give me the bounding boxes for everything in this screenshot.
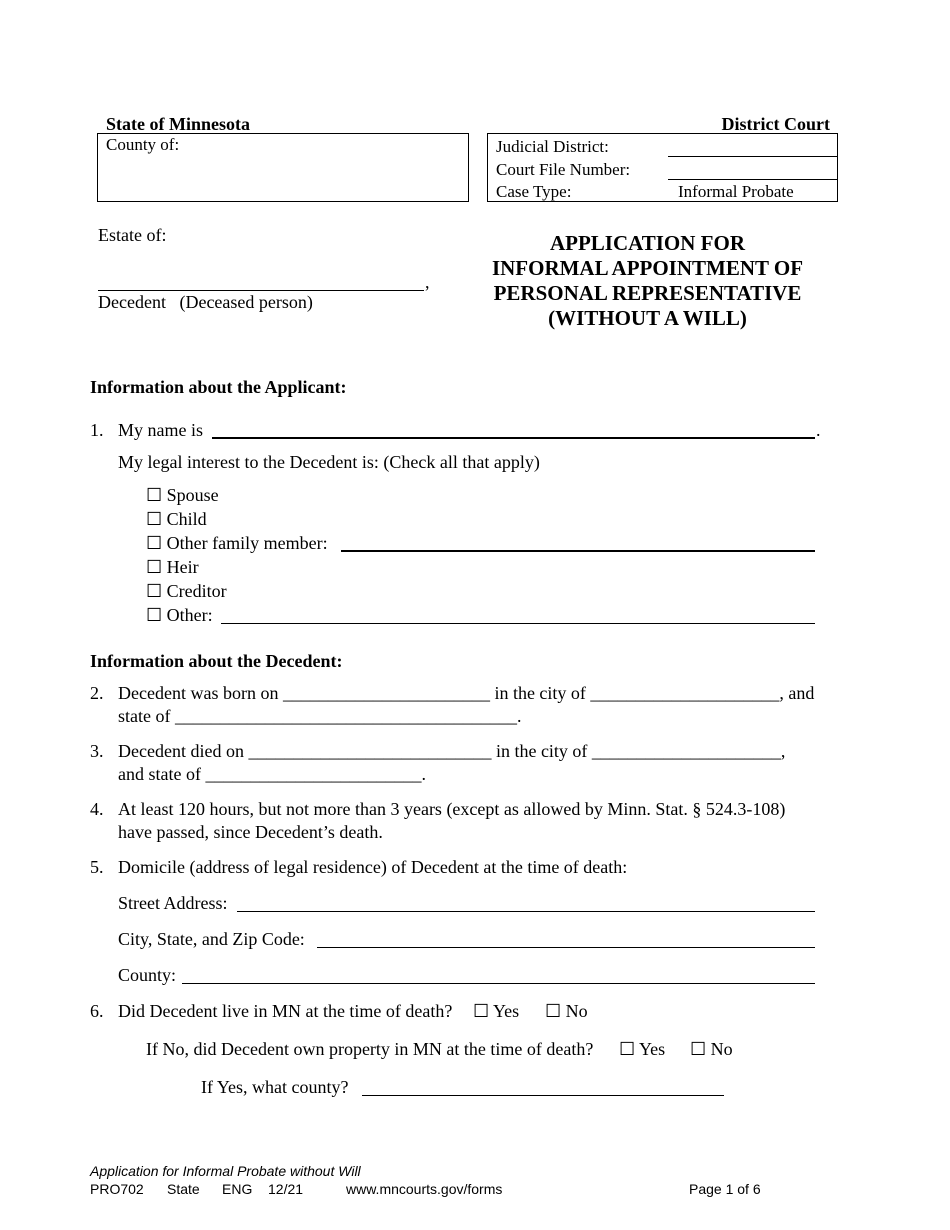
domicile-county-field[interactable] [182,983,815,984]
other-interest-field[interactable] [221,623,815,624]
option-other[interactable] [146,605,213,626]
option-other-family[interactable] [146,533,328,554]
domicile-county-label: County: [118,965,177,985]
property-mn-no-label: No [710,1039,733,1059]
estate-of-label: Estate of: [98,225,167,245]
footer-form-title: Application for Informal Probate without Will [90,1163,361,1179]
title-line-2: INFORMAL APPOINTMENT OF [491,256,804,280]
footer-date: 12/21 [268,1181,304,1197]
item-6-text: Did Decedent live in MN at the time of death? [118,1001,453,1021]
title-line-3: PERSONAL REPRESENTATIVE [493,281,802,305]
option-child[interactable] [146,509,207,530]
checkbox-icon[interactable]: ☐ [146,605,163,625]
item-6-county-label: If Yes, what county? [201,1077,349,1097]
footer-url[interactable]: www.mncourts.gov/forms [346,1181,503,1197]
judicial-district-field[interactable] [668,156,837,157]
applicant-name-field[interactable] [212,437,815,439]
option-spouse-label: Spouse [166,485,219,505]
checkbox-icon[interactable]: ☐ [146,557,163,577]
checkbox-icon[interactable]: ☐ [146,533,163,553]
title-line-4: (WITHOUT A WILL) [548,306,747,330]
county-box[interactable] [97,133,469,202]
interest-text: My legal interest to the Decedent is: (Check all that apply) [118,452,540,472]
decedent-name-field[interactable] [98,290,424,291]
other-family-field[interactable] [341,550,815,552]
caption-comma: , [425,272,430,292]
checkbox-icon[interactable]: ☐ [146,485,163,505]
property-mn-yes-label: Yes [638,1039,666,1059]
property-mn-yes[interactable] [619,1039,665,1060]
option-creditor-label: Creditor [166,581,227,601]
street-address-label: Street Address: [118,893,228,913]
judicial-district-label: Judicial District: [496,137,609,156]
footer-page-number: Page 1 of 6 [689,1181,761,1197]
item-3-number: 3. [90,741,104,761]
checkbox-icon[interactable]: ☐ [146,581,163,601]
lived-mn-yes[interactable] [473,1001,519,1022]
applicant-heading: Information about the Applicant: [90,377,347,397]
item-2-line-2[interactable]: state of ______________________________________. [118,706,522,726]
case-type-value: Informal Probate [678,182,794,201]
court-label: District Court [721,114,830,134]
item-3-line-1[interactable]: Decedent died on ___________________________ in the city of _____________________, [118,741,786,761]
item-2-number: 2. [90,683,104,703]
checkbox-icon[interactable]: ☐ [545,1001,562,1021]
city-state-zip-field[interactable] [317,947,815,948]
option-other-family-label: Other family member: [166,533,328,553]
checkbox-icon[interactable]: ☐ [690,1039,707,1059]
footer-language: ENG [222,1181,253,1197]
case-info-box [487,133,838,202]
city-state-zip-label: City, State, and Zip Code: [118,929,305,949]
property-mn-no[interactable] [690,1039,733,1060]
checkbox-icon[interactable]: ☐ [473,1001,490,1021]
state-label: State of Minnesota [106,114,250,134]
title-line-1: APPLICATION FOR [549,231,746,255]
option-other-label: Other: [166,605,213,625]
option-heir-label: Heir [166,557,199,577]
item-5-number: 5. [90,857,104,877]
item-1-number: 1. [90,420,104,440]
item-1-end: . [816,420,821,440]
court-file-number-field[interactable] [668,179,837,180]
street-address-field[interactable] [237,911,815,912]
lived-mn-yes-label: Yes [492,1001,520,1021]
item-4-line-1: At least 120 hours, but not more than 3 years (except as allowed by Minn. Stat. § 524.3-108) [118,799,786,819]
footer-jurisdiction: State [167,1181,200,1197]
checkbox-icon[interactable]: ☐ [619,1039,636,1059]
item-6-number: 6. [90,1001,104,1021]
property-county-field[interactable] [362,1095,724,1096]
case-type-label: Case Type: [496,182,572,201]
decedent-label: Decedent (Deceased person) [98,292,313,312]
court-file-number-label: Court File Number: [496,160,631,179]
item-3-line-2[interactable]: and state of ________________________. [118,764,426,784]
option-heir[interactable] [146,557,199,578]
option-spouse[interactable] [146,485,219,506]
item-6-sub-text: If No, did Decedent own property in MN at the time of death? [146,1039,594,1059]
option-child-label: Child [166,509,207,529]
footer-form-code: PRO702 [90,1181,144,1197]
checkbox-icon[interactable]: ☐ [146,509,163,529]
item-1-text: My name is [118,420,203,440]
item-5-text: Domicile (address of legal residence) of Decedent at the time of death: [118,857,628,877]
item-4-number: 4. [90,799,104,819]
form-title [470,231,825,331]
option-creditor[interactable] [146,581,227,602]
item-4-line-2: have passed, since Decedent’s death. [118,822,383,842]
lived-mn-no-label: No [565,1001,588,1021]
county-label: County of: [106,135,180,154]
decedent-heading: Information about the Decedent: [90,651,343,671]
lived-mn-no[interactable] [545,1001,588,1022]
item-2-line-1[interactable]: Decedent was born on _______________________ in the city of _____________________, and [118,683,815,703]
